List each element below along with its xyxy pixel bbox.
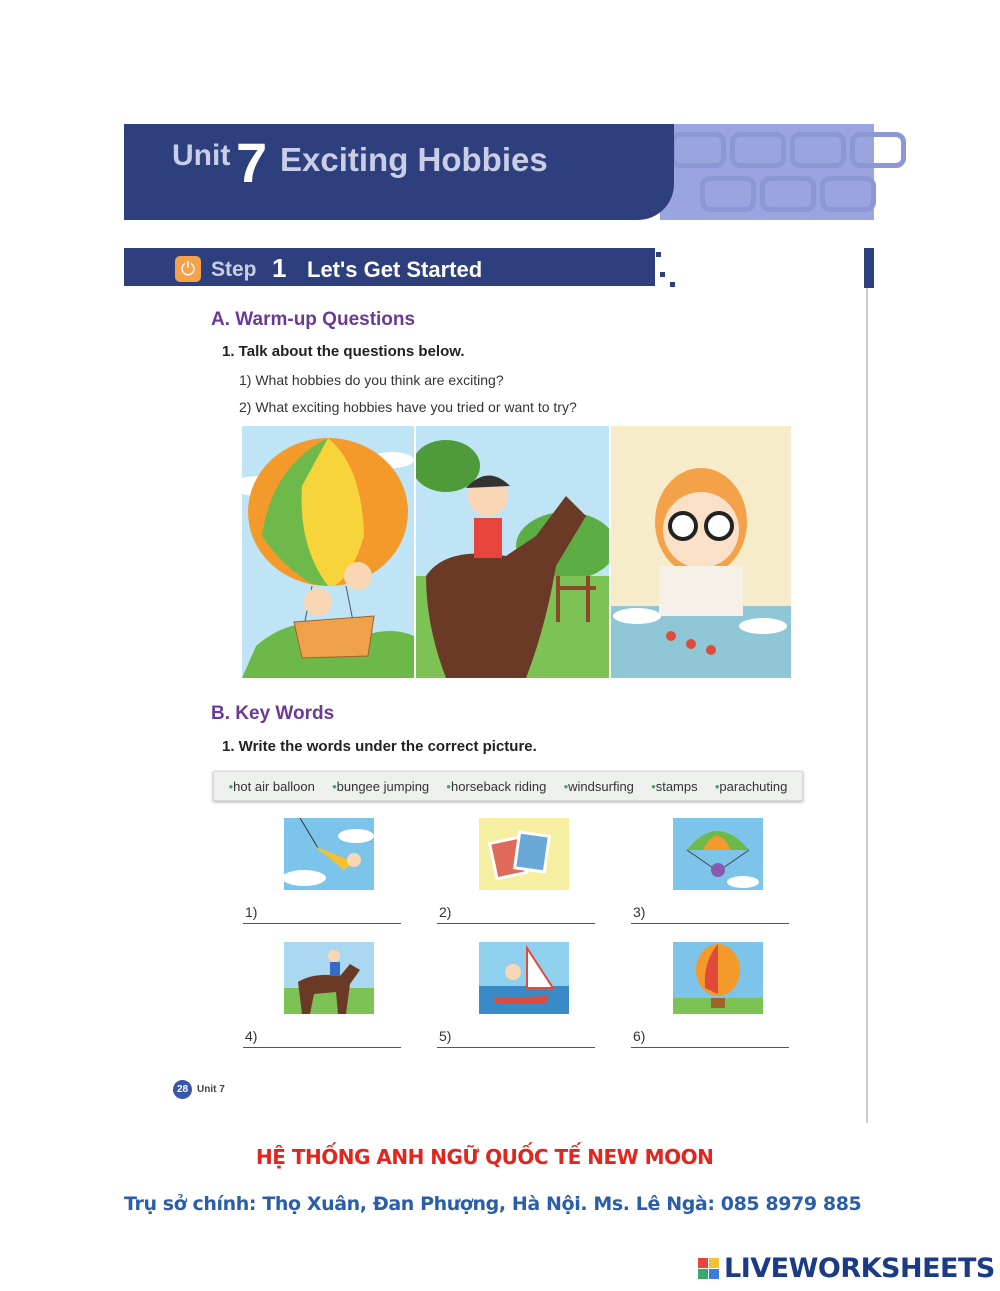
- horseback-riding-picture: [284, 942, 374, 1014]
- parachuting-picture: [673, 818, 763, 890]
- word-bank-item: • windsurfing: [564, 779, 634, 794]
- pixel-decoration: [670, 282, 675, 287]
- pixel-decoration: [644, 266, 649, 271]
- answer-line-4[interactable]: [243, 1047, 401, 1048]
- section-b-heading: B. Key Words: [211, 703, 335, 724]
- pixel-decoration: [656, 252, 661, 257]
- power-icon: ⏻: [175, 256, 201, 282]
- pixel-decoration: [660, 272, 665, 277]
- page-number-badge: 28: [173, 1080, 192, 1099]
- stamps-picture: [479, 818, 569, 890]
- page-unit-label: Unit 7: [197, 1084, 225, 1095]
- word-bank-item: • stamps: [651, 779, 697, 794]
- answer-label-5: 5): [439, 1028, 452, 1044]
- answer-line-1[interactable]: [243, 923, 401, 924]
- word-bank-item: • horseback riding: [446, 779, 546, 794]
- word-bank: [213, 771, 803, 801]
- answer-label-2: 2): [439, 904, 452, 920]
- answer-label-1: 1): [245, 904, 258, 920]
- answer-line-2[interactable]: [437, 923, 595, 924]
- hot-air-balloon-illustration: [242, 426, 414, 678]
- liveworksheets-logo-icon: [698, 1258, 720, 1285]
- liveworksheets-logo-text[interactable]: LIVEWORKSHEETS: [724, 1253, 995, 1284]
- answer-line-6[interactable]: [631, 1047, 789, 1048]
- step-title: Let's Get Started: [307, 257, 483, 282]
- header-decoration: [660, 124, 874, 220]
- answer-label-3: 3): [633, 904, 646, 920]
- word-bank-item: • parachuting: [715, 779, 788, 794]
- hot-air-balloon-picture: [673, 942, 763, 1014]
- answer-line-3[interactable]: [631, 923, 789, 924]
- horseback-riding-illustration: [416, 426, 609, 678]
- windsurfing-picture: [479, 942, 569, 1014]
- step-number: 1: [272, 253, 287, 283]
- question-1: 1) What hobbies do you think are exciting?: [239, 372, 504, 388]
- section-b-instruction: 1. Write the words under the correct picture.: [222, 738, 537, 755]
- organization-name: HỆ THỐNG ANH NGỮ QUỐC TẾ NEW MOON: [256, 1145, 714, 1169]
- unit-word: Unit: [172, 139, 231, 172]
- answer-label-6: 6): [633, 1028, 646, 1044]
- answer-line-5[interactable]: [437, 1047, 595, 1048]
- bungee-jumping-picture: [284, 818, 374, 890]
- word-bank-item: • hot air balloon: [229, 779, 315, 794]
- section-a-heading: A. Warm-up Questions: [211, 309, 416, 330]
- word-bank-item: • bungee jumping: [332, 779, 429, 794]
- step-bar-edge: [864, 248, 874, 288]
- page-edge-divider: [866, 288, 868, 1123]
- organization-address: Trụ sở chính: Thọ Xuân, Đan Phượng, Hà Nội. Ms. Lê Ngà: 085 8979 885: [124, 1193, 862, 1215]
- answer-label-4: 4): [245, 1028, 258, 1044]
- pixel-decoration: [632, 258, 637, 263]
- section-a-instruction: 1. Talk about the questions below.: [222, 343, 465, 360]
- question-2: 2) What exciting hobbies have you tried or want to try?: [239, 399, 577, 415]
- jewelry-making-illustration: [611, 426, 791, 678]
- unit-title: Exciting Hobbies: [280, 141, 548, 178]
- step-word: Step: [211, 258, 257, 281]
- unit-number: 7: [236, 131, 268, 194]
